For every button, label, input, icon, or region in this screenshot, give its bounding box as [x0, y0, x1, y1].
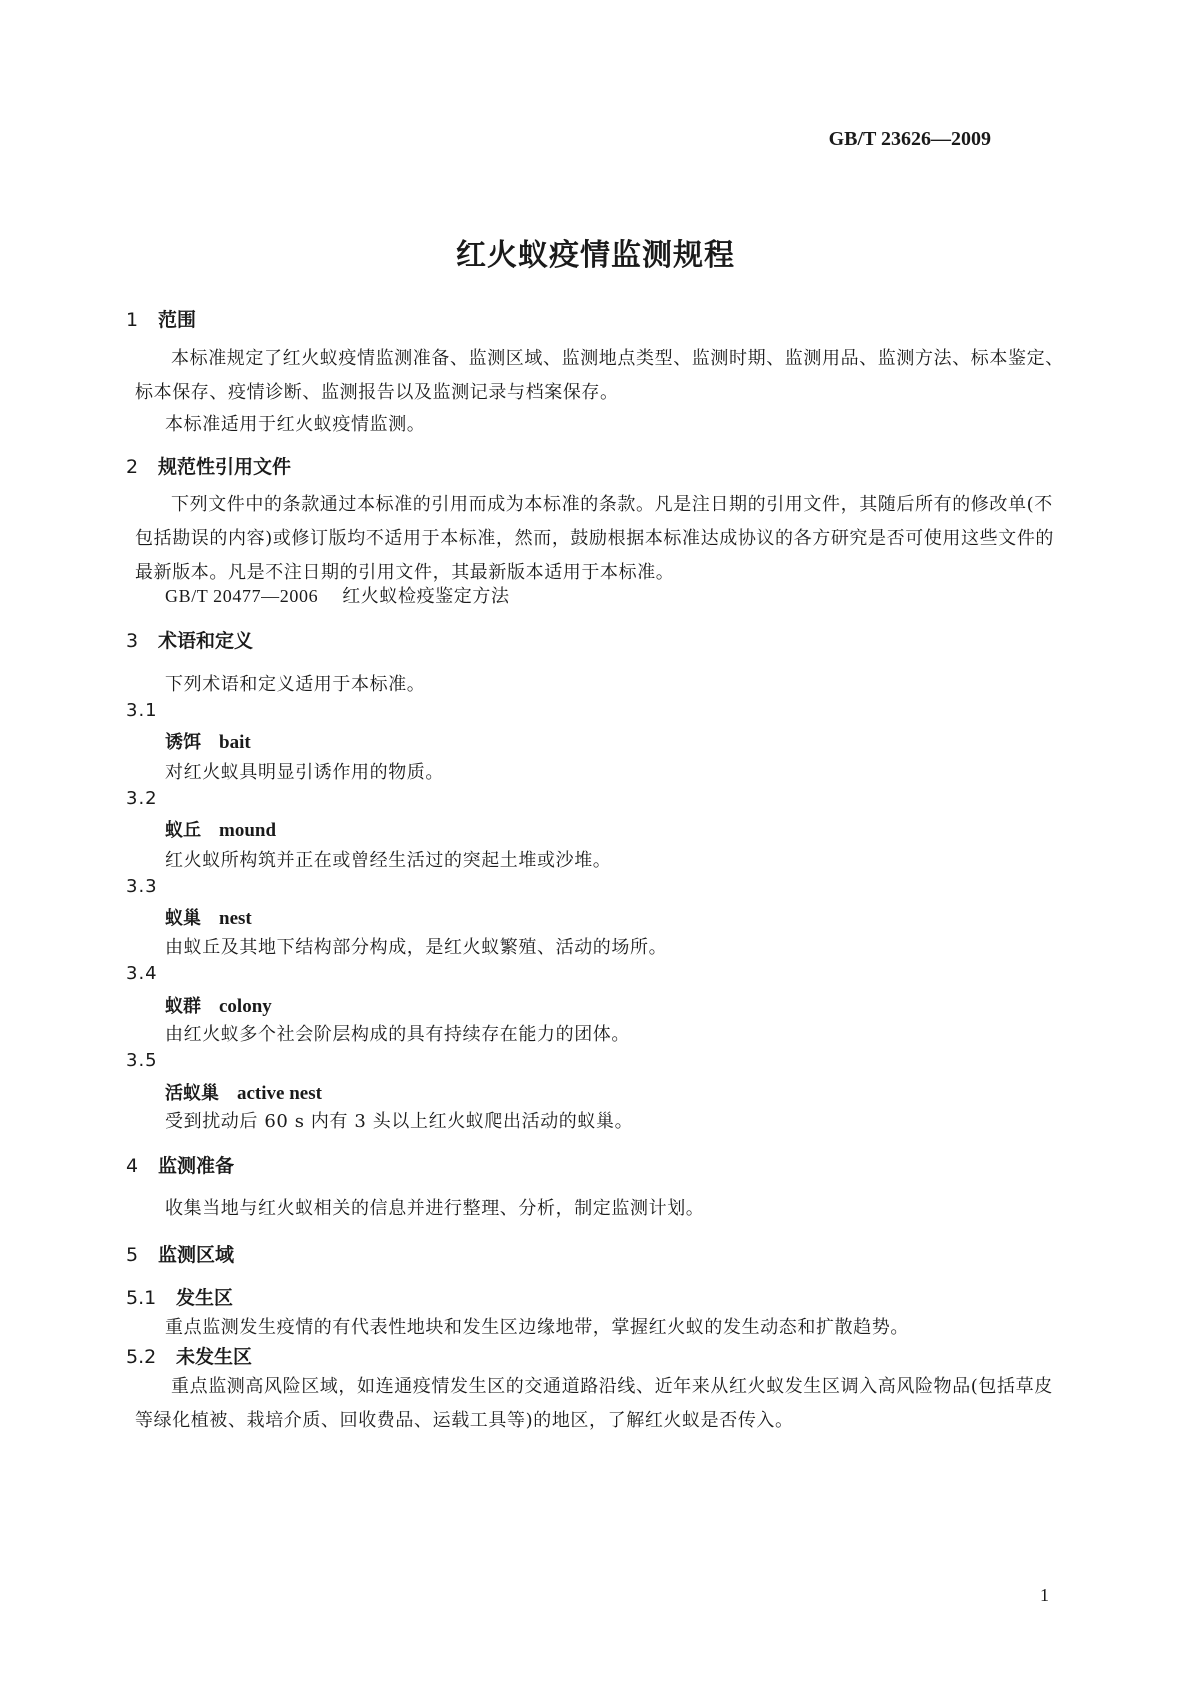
section-1-heading	[126, 305, 196, 332]
term-heading	[165, 728, 251, 754]
section-title: 范围	[158, 309, 197, 331]
standard-number: GB/T 23626—2009	[828, 128, 991, 150]
section-3-intro: 下列术语和定义适用于本标准。	[165, 674, 426, 695]
term-number: 3.3	[126, 876, 158, 897]
reference-title: 红火蚁检疫鉴定方法	[342, 586, 510, 607]
subsection-5-2-heading	[126, 1342, 252, 1369]
term-en: colony	[219, 996, 272, 1017]
section-3-heading	[126, 626, 253, 653]
term-definition: 对红火蚁具明显引诱作用的物质。	[165, 762, 444, 783]
term-zh: 蚁群	[165, 996, 201, 1017]
subsection-5-2-paragraph: 重点监测高风险区域，如连通疫情发生区的交通道路沿线、近年来从红火蚁发生区调入高风险物品(包括草皮等绿化植被、栽培介质、回收费品、运载工具等)的地区，了解红火蚁是否传入。	[135, 1376, 1053, 1431]
reference-code: GB/T 20477—2006	[165, 586, 319, 606]
section-5-heading	[126, 1240, 234, 1267]
section-number: 2	[126, 456, 139, 478]
term-definition: 红火蚁所构筑并正在或曾经生活过的突起土堆或沙堆。	[165, 850, 612, 871]
section-1-paragraph-1: 本标准规定了红火蚁疫情监测准备、监测区域、监测地点类型、监测时期、监测用品、监测方法、标本鉴定、标本保存、疫情诊断、监测报告以及监测记录与档案保存。	[135, 348, 1064, 403]
term-number: 3.2	[126, 788, 158, 809]
term-heading	[165, 904, 252, 930]
section-4-heading	[126, 1151, 234, 1178]
term-number: 3.1	[126, 700, 158, 721]
term-zh: 诱饵	[165, 732, 201, 753]
term-zh: 活蚁巢	[165, 1083, 219, 1104]
subsection-title: 发生区	[176, 1287, 234, 1309]
term-en: nest	[219, 908, 252, 929]
term-en: active nest	[237, 1083, 322, 1104]
section-number: 1	[126, 309, 139, 331]
section-number: 4	[126, 1155, 139, 1177]
term-zh: 蚁丘	[165, 820, 201, 841]
document-title: 红火蚁疫情监测规程	[456, 238, 735, 273]
term-heading	[165, 1079, 322, 1105]
term-heading	[165, 816, 276, 842]
term-en: mound	[219, 820, 277, 841]
normative-reference	[165, 582, 510, 608]
term-heading	[165, 992, 272, 1018]
section-2-heading	[126, 452, 291, 479]
page-number: 1	[1040, 1585, 1049, 1605]
subsection-number: 5.2	[126, 1346, 157, 1368]
term-number: 3.4	[126, 963, 158, 984]
section-title: 监测准备	[158, 1155, 235, 1177]
term-en: bait	[219, 732, 251, 753]
term-definition: 受到扰动后 60 s 内有 3 头以上红火蚁爬出活动的蚁巢。	[165, 1111, 634, 1132]
section-number: 3	[126, 630, 139, 652]
section-title: 术语和定义	[158, 630, 254, 652]
section-2-paragraph: 下列文件中的条款通过本标准的引用而成为本标准的条款。凡是注日期的引用文件，其随后所有的修改单(不包括勘误的内容)或修订版均不适用于本标准，然而，鼓励根据本标准达成协议的各方研究是否可使用这些文件的最新版本。凡是不注日期的引用文件，其最新版本适用于本标准。	[135, 494, 1055, 583]
section-number: 5	[126, 1244, 139, 1266]
subsection-5-1-paragraph: 重点监测发生疫情的有代表性地块和发生区边缘地带，掌握红火蚁的发生动态和扩散趋势。	[165, 1317, 909, 1338]
term-zh: 蚁巢	[165, 908, 201, 929]
term-definition: 由红火蚁多个社会阶层构成的具有持续存在能力的团体。	[165, 1024, 630, 1045]
section-1-paragraph-2: 本标准适用于红火蚁疫情监测。	[165, 414, 426, 435]
section-4-paragraph: 收集当地与红火蚁相关的信息并进行整理、分析，制定监测计划。	[165, 1198, 705, 1219]
subsection-5-1-heading	[126, 1283, 233, 1310]
section-title: 监测区域	[158, 1244, 235, 1266]
subsection-title: 未发生区	[176, 1346, 253, 1368]
term-definition: 由蚁丘及其地下结构部分构成，是红火蚁繁殖、活动的场所。	[165, 937, 668, 958]
term-number: 3.5	[126, 1050, 158, 1071]
subsection-number: 5.1	[126, 1287, 157, 1309]
section-title: 规范性引用文件	[158, 456, 292, 478]
